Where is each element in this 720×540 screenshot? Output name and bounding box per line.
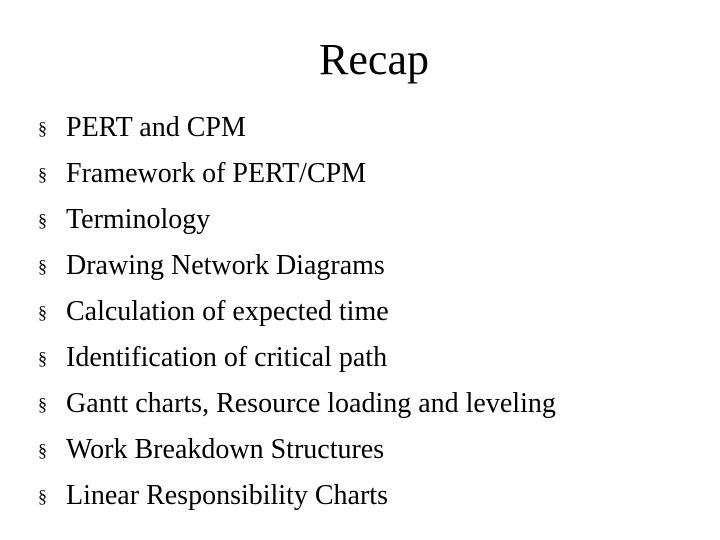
bullet-item xyxy=(38,197,698,243)
bullet-text: Framework of PERT/CPM xyxy=(66,158,367,189)
bullet-marker-icon: § xyxy=(38,440,47,460)
bullet-marker-icon: § xyxy=(38,394,47,414)
bullet-text: Identification of critical path xyxy=(66,342,388,373)
bullet-item xyxy=(38,473,698,519)
bullet-marker-icon: § xyxy=(38,302,47,322)
bullet-marker-icon: § xyxy=(38,256,47,276)
bullet-item xyxy=(38,381,698,427)
bullet-text: Work Breakdown Structures xyxy=(66,434,385,465)
bullet-item xyxy=(38,289,698,335)
bullet-marker-icon: § xyxy=(38,210,47,230)
bullet-item xyxy=(38,427,698,473)
bullet-text: Drawing Network Diagrams xyxy=(66,250,385,281)
bullet-text: Gantt charts, Resource loading and leveling xyxy=(66,388,556,419)
bullet-item xyxy=(38,105,698,151)
bullet-item xyxy=(38,151,698,197)
bullet-text: Linear Responsibility Charts xyxy=(66,480,388,511)
bullet-marker-icon: § xyxy=(38,486,47,506)
bullet-marker-icon: § xyxy=(38,118,47,138)
bullet-marker-icon: § xyxy=(38,164,47,184)
bullet-text: Calculation of expected time xyxy=(66,296,389,327)
bullet-item xyxy=(38,335,698,381)
bullet-text: Terminology xyxy=(66,204,211,235)
slide-title: Recap xyxy=(319,35,429,84)
bullet-item xyxy=(38,243,698,289)
bullet-marker-icon: § xyxy=(38,348,47,368)
bullet-list xyxy=(38,105,698,519)
bullet-text: PERT and CPM xyxy=(66,112,246,143)
